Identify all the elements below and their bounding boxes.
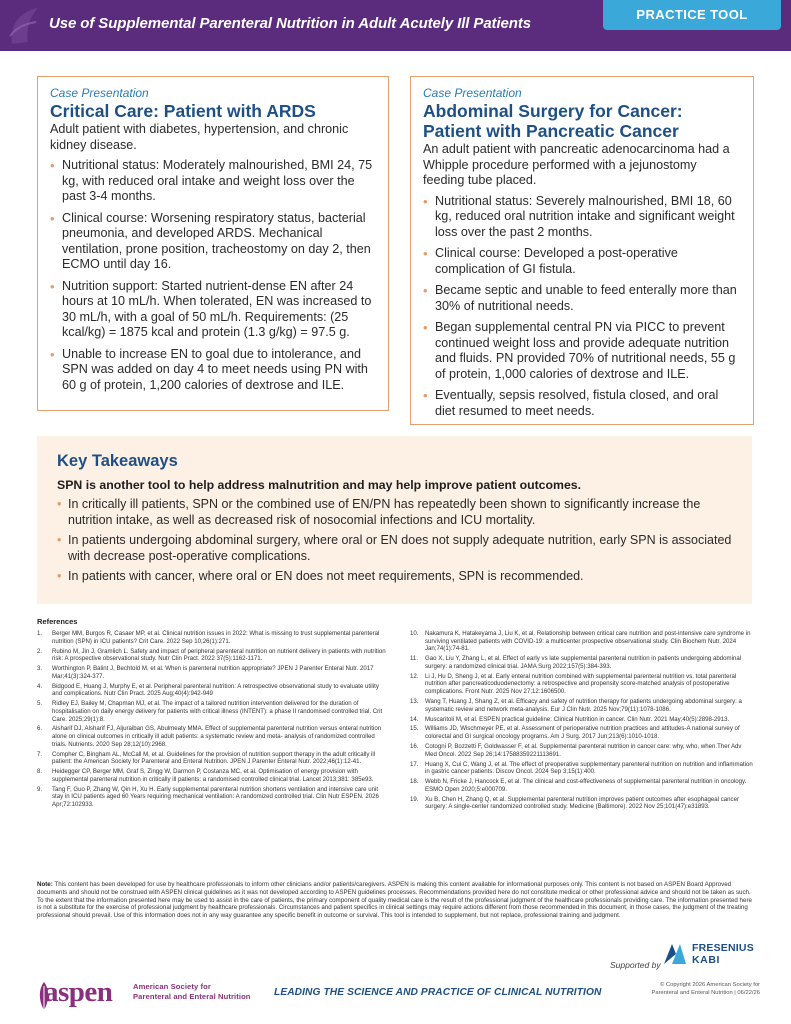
reference-item: 8. Heidegger CP, Berger MM, Graf S, Zingg W, Darmon P, Costanza MC, et al. Optimisation of energy provision with supplemental parenteral nutrition in critically ill patients: a randomised controlled clinical trial. Lancet 2013;381: 385e93. xyxy=(37,768,374,783)
reference-item: 10. Nakamura K, Hatakeyama J, Liu K, et al. Relationship between critical care nutrition and post-intensive care syndrome in surviving ventilated patients with COVID-19: a multicenter prospective observational study. Clin Biochem Nutr. 2024 Jan;74(1):74-81. xyxy=(410,630,751,653)
practice-tool-badge: PRACTICE TOOL xyxy=(603,0,781,30)
document-title: Use of Supplemental Parenteral Nutrition in Adult Acutely Ill Patients xyxy=(49,15,531,32)
reference-item: 2. Rubino M, Jin J, Gramlich L. Safety and impact of peripheral parenteral nutrition on nutrient delivery in patients with nutrition risk: A prospective observational study. Nutr Clin Pract. 2022 37(5):1162-1171. xyxy=(37,647,386,663)
bullet-icon: • xyxy=(50,210,55,226)
bullet-icon: • xyxy=(423,388,428,403)
case-kicker: Case Presentation xyxy=(50,86,149,100)
reference-item: 15. Williams JD, Wischmeyer PE, et al. Assessment of perioperative nutrition practices and attitudes-A national survey of colorectal and GI surgical oncology programs. Am J Surg. 2017 Jun;213(6):1010-1018. xyxy=(410,725,740,741)
case-bullets xyxy=(50,158,376,393)
reference-item: 16. Cotogni P, Bozzetti F, Goldwasser F, et al. Supplemental parenteral nutrition in cancer care: why, who, when.Ther Adv Med Oncol. 2022 Sep 26;14:17588359221113691. xyxy=(410,743,742,758)
bullet-icon: • xyxy=(423,246,428,261)
case-intro: An adult patient with pancreatic adenocarcinoma had a Whipple procedure performed with a jejunostomy feeding tube placed. xyxy=(423,142,730,187)
case-card-ards xyxy=(37,76,389,411)
reference-item: 19. Xu B, Chen H, Zhang Q, et al. Supplemental parenteral nutrition improves patient outcomes after esophageal cancer surgery: A single-center randomized controlled study. Medicine (Baltimore). 2022 Nov 25;101(47):e31893. xyxy=(410,795,740,811)
bullet-icon: • xyxy=(57,497,62,511)
aspen-leaf-icon xyxy=(8,6,42,46)
supported-by-label: Supported by xyxy=(610,960,661,970)
references-heading: References xyxy=(37,617,78,626)
reference-item: 7. Compher C, Bingham AL, McCall M, et al. Guidelines for the provision of nutrition support therapy in the adult critically ill patient: the American Society for Parenteral and Enteral Nutrition. JPEN J Parenter Enteral Nutr. 2022;46(1):12-41. xyxy=(37,750,376,766)
list-item: • Clinical course: Worsening respiratory status, bacterial pneumonia, and developed ARDS. Mechanical ventilation, prone position, tracheostomy on day 2, then ECMO until day 16. xyxy=(50,210,371,271)
reference-item: 13. Wang T, Huang J, Shang Z, et al. Efficacy and safety of nutrition therapy for patients undergoing abdominal surgery: a systematic review and network meta-analysis. Eur J Clin Nutr. 2025 Nov;79(11):1078-1086. xyxy=(410,697,742,713)
reference-item: 18. Webb N, Fricke J, Hancock E, et al. The clinical and cost-effectiveness of supplemental parenteral nutrition in oncology. ESMO Open 2020;5:e000709. xyxy=(410,778,747,793)
reference-item: 1. Berger MM, Burgos R, Casaer MP, et al. Clinical nutrition issues in 2022: What is missing to trust supplemental parenteral nutrition (SPN) in ICU patients? Crit Care. 2022 Sep 10;26(1):271. xyxy=(37,630,380,645)
bullet-icon: • xyxy=(423,320,428,335)
bullet-icon: • xyxy=(50,158,55,173)
reference-item: 12. Li J, Hu D, Sheng J, et al. Early enteral nutrition combined with supplemental parenteral nutrition vs. total parenteral nutrition after pancreaticoduodenectomy: a retrospective and propensity score-matched analysis of postoperative complications. Front Nutr. 2025 Nov 27;12:1606500. xyxy=(410,672,737,695)
references-column-left xyxy=(37,630,389,811)
case-title: Critical Care: Patient with ARDS xyxy=(50,101,316,121)
copyright-notice: © Copyright 2026 American Society for Parenteral and Enteral Nutrition | 06/22/26 xyxy=(651,982,760,996)
aspen-wordmark: aspen xyxy=(44,976,113,1008)
list-item: • In patients undergoing abdominal surgery, where oral or EN does not supply adequate nutrition, early SPN is associated with decrease post-operative complications. xyxy=(57,533,732,563)
footer-tagline: LEADING THE SCIENCE AND PRACTICE OF CLINICAL NUTRITION xyxy=(274,987,602,998)
reference-item: 17. Huang X, Cui C, Wang J, et al. The effect of preoperative supplementary parenteral nutrition on nutrition and inflammation in gastric cancer patients. Discov Oncol. 2024 Sep 3;15(1):400. xyxy=(410,760,753,776)
list-item: • Eventually, sepsis resolved, fistula closed, and oral diet resumed to meet needs. xyxy=(423,388,719,418)
case-kicker: Case Presentation xyxy=(423,86,522,100)
bullet-icon: • xyxy=(50,346,55,362)
fresenius-kabi-logo: FRESENIUS KABI xyxy=(662,938,762,970)
reference-item: 3. Worthington P, Balint J, Bechtold M, et al. When is parenteral nutrition appropriate? JPEN J Parenter Enteral Nutr. 2017 Mar;41(3):324-377. xyxy=(37,665,374,680)
case-title-line1: Abdominal Surgery for Cancer: xyxy=(423,101,683,121)
takeaways-title: Key Takeaways xyxy=(57,452,178,470)
list-item: • Began supplemental central PN via PICC to prevent continued weight loss and provide adequate nutrition and fluids. PN provided 70% of nutritional needs, 55 g of protein, 1,000 calories of dextrose and ILE. xyxy=(423,320,736,381)
references-column-right xyxy=(410,630,754,813)
bullet-icon: • xyxy=(57,533,62,547)
takeaways-lead: SPN is another tool to help address malnutrition and may help improve patient outcomes. xyxy=(57,478,582,492)
bullet-icon: • xyxy=(423,193,428,209)
case-intro: Adult patient with diabetes, hypertension, and chronic kidney disease. xyxy=(50,122,349,152)
reference-item: 14. Muscaritoli M, et al. ESPEN practical guideline: Clinical Nutrition in cancer. Clin Nutr. 2021 May;40(5):2898-2913. xyxy=(410,715,730,723)
bullet-icon: • xyxy=(423,283,428,298)
list-item: • Nutrition support: Started nutrient-dense EN after 24 hours at 10 mL/h. When tolerated, EN was increased to 30 mL/h, with a goal of 50 mL/h. Requirements: (25 kcal/kg) = 1875 kcal and protein (1.3 g/kg) = 97.5 g. xyxy=(50,278,372,339)
list-item: • Nutritional status: Moderately malnourished, BMI 24, 75 kg, with reduced oral intake and weight loss over the past 3-4 months. xyxy=(50,158,373,203)
aspen-subtitle: American Society for Parenteral and Enteral Nutrition xyxy=(133,982,251,1001)
disclaimer-note: Note: This content has been developed for use by healthcare professionals to inform other clinicians and/or patients/caregivers. ASPEN is making this content available for informational purposes only. This content is not based on ASPEN Board Approved documents and should not be construed with ASPEN clinical guidelines as it was not developed according to ASPEN guidelines processes. Recommendations provided here do not constitute medical or other professional advice and should not be taken as such. To the extent that the information presented here may be used to assist in the care of patients, the primary component of quality medical care is the result of the professional judgment of the healthcare professionals providing care. The information presented here is not a substitute for the exercise of professional judgment by healthcare professionals. Circumstances and patient specifics in clinical settings may require actions different from those recommended in this document; in those cases, the judgment of the treating professional should prevail. Use of this information does not in any way guarantee any specific benefit in outcome or survival. This tool is intended to supplement, but not replace, professional training and judgment. xyxy=(37,881,752,920)
key-takeaways-panel xyxy=(37,436,752,604)
fresenius-kabi-mark-icon xyxy=(662,942,688,966)
list-item: • Clinical course: Developed a post-operative complication of GI fistula. xyxy=(423,246,678,276)
reference-item: 9. Tang F, Guo P, Zhang W, Qin H, Xu H. Early supplemental parenteral nutrition shortens ventilation and intensive care unit stay in ICU patients aged 60 Years requiring mechanical ventilation: A randomized controlled trial. Clin Nutr ESPEN. 2026 Apr;72:102933. xyxy=(37,785,379,808)
list-item: • Became septic and unable to feed enterally more than 30% of nutritional needs. xyxy=(423,283,737,313)
reference-item: 4. Bidgood E, Huang J, Murphy E, et al. Peripheral parenteral nutrition: A retrospective observational study to evaluate utility and complications. Nutr Clin Pract. 2025 Aug;40(4):942-949 xyxy=(37,682,379,698)
reference-item: 6. Alsharif DJ, Alsharif FJ, Aljuraiban GS, Abulmeaty MMA. Effect of supplemental parenteral nutrition versus enteral nutrition alone on clinical outcomes in critically ill adult patients: a systematic review and meta- analysis of randomized controlled trials. Nutrients. 2020 Sep 28;12(10):2968. xyxy=(37,725,382,748)
list-item: • Unable to increase EN to goal due to intolerance, and SPN was added on day 4 to meet needs using PN with 60 g of protein, 1,200 calories of dextrose and ILE. xyxy=(50,346,368,392)
takeaways-bullets xyxy=(57,496,732,584)
case-title-line2: Patient with Pancreatic Cancer xyxy=(423,121,679,141)
list-item: • In critically ill patients, SPN or the combined use of EN/PN has repeatedly been shown to significantly increase the nutrition intake, as well as decreased risk of nosocomial infections and ICU mortality. xyxy=(57,497,701,527)
bullet-icon: • xyxy=(50,278,55,294)
reference-item: 5. Ridley EJ, Bailey M, Chapman MJ, et al. The impact of a tailored nutrition intervention delivered for the duration of hospitalisation on daily energy delivery for patients with critical illness (INTENT): a phase II randomised controlled trial. Crit Care. 2025;29(1):8. xyxy=(37,700,383,723)
case-bullets xyxy=(423,194,741,420)
list-item: • In patients with cancer, where oral or EN does not meet requirements, SPN is recommended. xyxy=(57,569,584,583)
reference-item: 11. Gao X, Liu Y, Zhang L, et al. Effect of early vs late supplemental parenteral nutrition in patients undergoing abdominal surgery: a randomized clinical trial. JAMA Surg 2022;157(5):384-393. xyxy=(410,655,742,670)
list-item: • Nutritional status: Severely malnourished, BMI 18, 60 kg, reduced oral nutrition intake and significant weight loss over the past 2 months. xyxy=(423,193,735,239)
case-card-pancreatic xyxy=(410,76,754,425)
bullet-icon: • xyxy=(57,569,62,583)
